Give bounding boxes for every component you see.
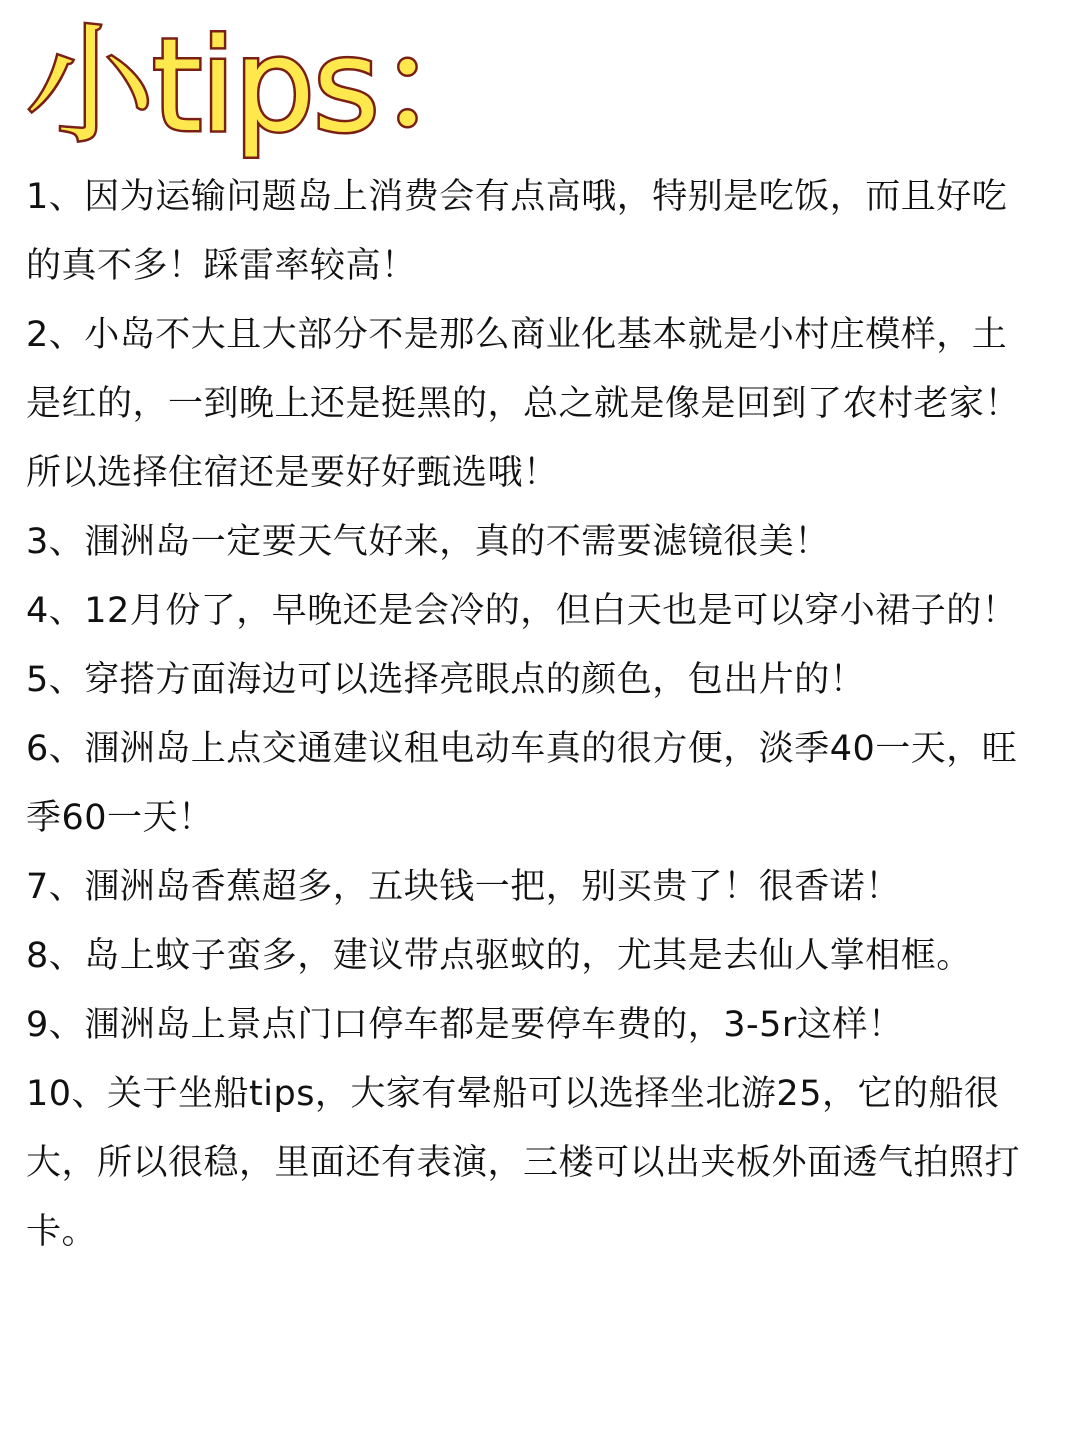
tip-item: 3、涠洲岛一定要天气好来，真的不需要滤镜很美！ [26, 522, 830, 562]
tip-item: 6、涠洲岛上点交通建议租电动车真的很方便，淡季40一天，旺季60一天！ [26, 729, 1018, 838]
page-title: 小tips： [26, 12, 504, 161]
tips-list [26, 163, 1036, 1267]
tip-item: 5、穿搭方面海边可以选择亮眼点的颜色，包出片的！ [26, 660, 866, 700]
tip-item: 9、涠洲岛上景点门口停车都是要停车费的，3-5r这样！ [26, 1005, 904, 1045]
tip-item: 2、小岛不大且大部分不是那么商业化基本就是小村庄模样，土是红的，一到晚上还是挺黑的，总之就是像是回到了农村老家！所以选择住宿还是要好好甄选哦！ [26, 315, 1021, 493]
tip-item: 4、12月份了，早晚还是会冷的，但白天也是可以穿小裙子的！ [26, 591, 1018, 631]
tip-item: 8、岛上蚊子蛮多，建议带点驱蚊的，尤其是去仙人掌相框。 [26, 936, 972, 976]
tip-item: 10、关于坐船tips，大家有晕船可以选择坐北游25，它的船很大，所以很稳，里面还有表演，三楼可以出夹板外面透气拍照打卡。 [26, 1074, 1021, 1252]
tip-item: 1、因为运输问题岛上消费会有点高哦，特别是吃饭，而且好吃的真不多！踩雷率较高！ [26, 177, 1008, 286]
tip-item: 7、涠洲岛香蕉超多，五块钱一把，别买贵了！很香诺！ [26, 867, 901, 907]
